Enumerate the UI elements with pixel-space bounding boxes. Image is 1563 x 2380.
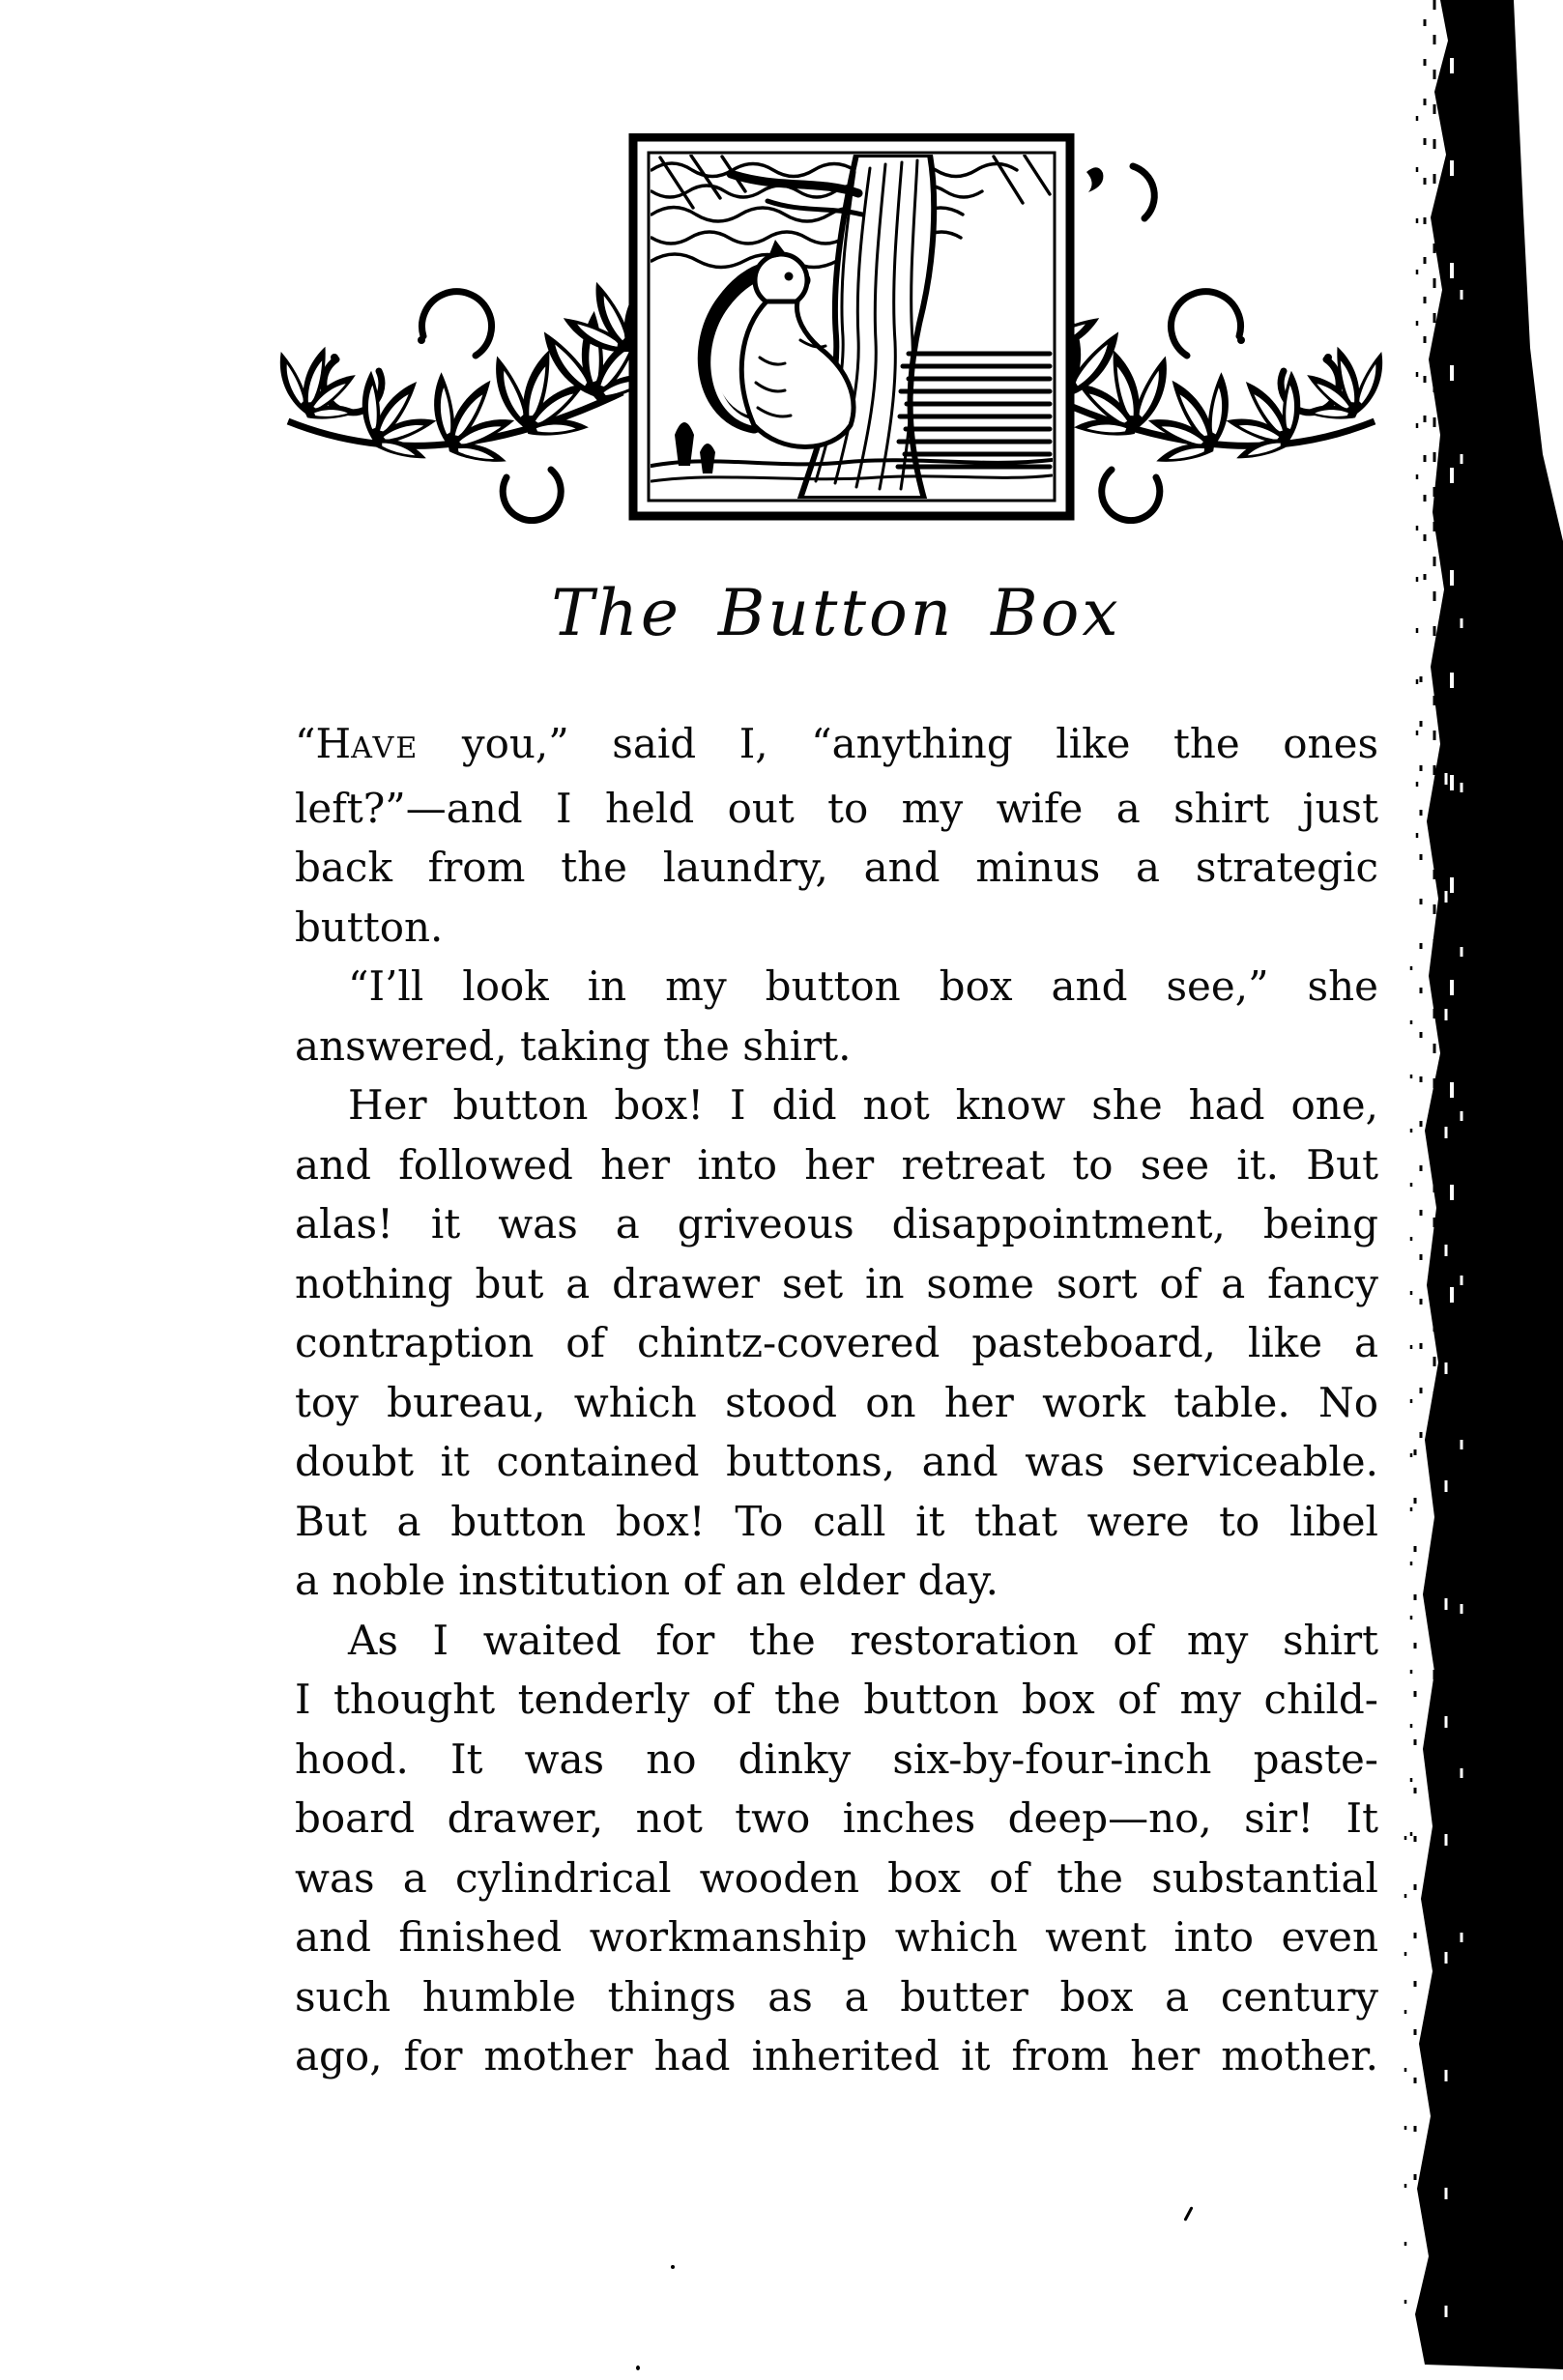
text-line	[295, 714, 1378, 779]
text-line: As I waited for the restoration of my shirt	[348, 1616, 1378, 1664]
text-line: board drawer, not two inches deep—no, sir! It	[295, 1794, 1378, 1842]
text-line: But a button box! To call it that were to libel	[295, 1497, 1378, 1545]
text-line: hood. It was no dinky six-by-four-inch paste-	[295, 1735, 1378, 1783]
text-line: nothing but a drawer set in some sort of a fancy	[295, 1259, 1378, 1307]
scan-speck	[1183, 2206, 1193, 2222]
header-woodcut-illustration	[278, 133, 1384, 524]
scan-speck	[636, 2366, 640, 2370]
text-line: left?”—and I held out to my wife a shirt just	[295, 784, 1378, 832]
text-line: answered, taking the shirt.	[295, 1021, 852, 1070]
text-segment: “H	[295, 720, 352, 767]
text-line: and finished workmanship which went into even	[295, 1913, 1378, 1961]
text-line: a noble institution of an elder day.	[295, 1557, 999, 1604]
text-line: toy bureau, which stood on her work table. No	[295, 1378, 1378, 1426]
text-line: “I’ll look in my button box and see,” she	[348, 962, 1378, 1010]
text-line: back from the laundry, and minus a strategic	[295, 844, 1378, 891]
text-segment: you,” said I, “anything like the ones	[419, 720, 1378, 767]
text-line: ago, for mother had inherited it from her mother.	[295, 2032, 1378, 2079]
text-line: alas! it was a griveous disappointment, being	[295, 1200, 1378, 1247]
page-edge-scan-band	[1392, 0, 1563, 2380]
smallcaps-text: AVE	[351, 731, 420, 765]
chapter-title: The Button Box	[551, 576, 1121, 650]
text-line: I thought tenderly of the button box of my child-	[295, 1676, 1378, 1723]
text-line: such humble things as a butter box a century	[295, 1972, 1378, 2021]
scan-speck	[671, 2265, 675, 2269]
text-line: doubt it contained buttons, and was serviceable.	[295, 1438, 1378, 1485]
text-line: button.	[295, 903, 444, 951]
text-line: contraption of chintz-covered pasteboard, like a	[295, 1319, 1378, 1366]
text-line: was a cylindrical wooden box of the substantial	[295, 1853, 1378, 1902]
text-line: Her button box! I did not know she had one,	[348, 1081, 1378, 1129]
text-line: and followed her into her retreat to see it. But	[295, 1140, 1378, 1189]
body-text	[295, 714, 1378, 2086]
